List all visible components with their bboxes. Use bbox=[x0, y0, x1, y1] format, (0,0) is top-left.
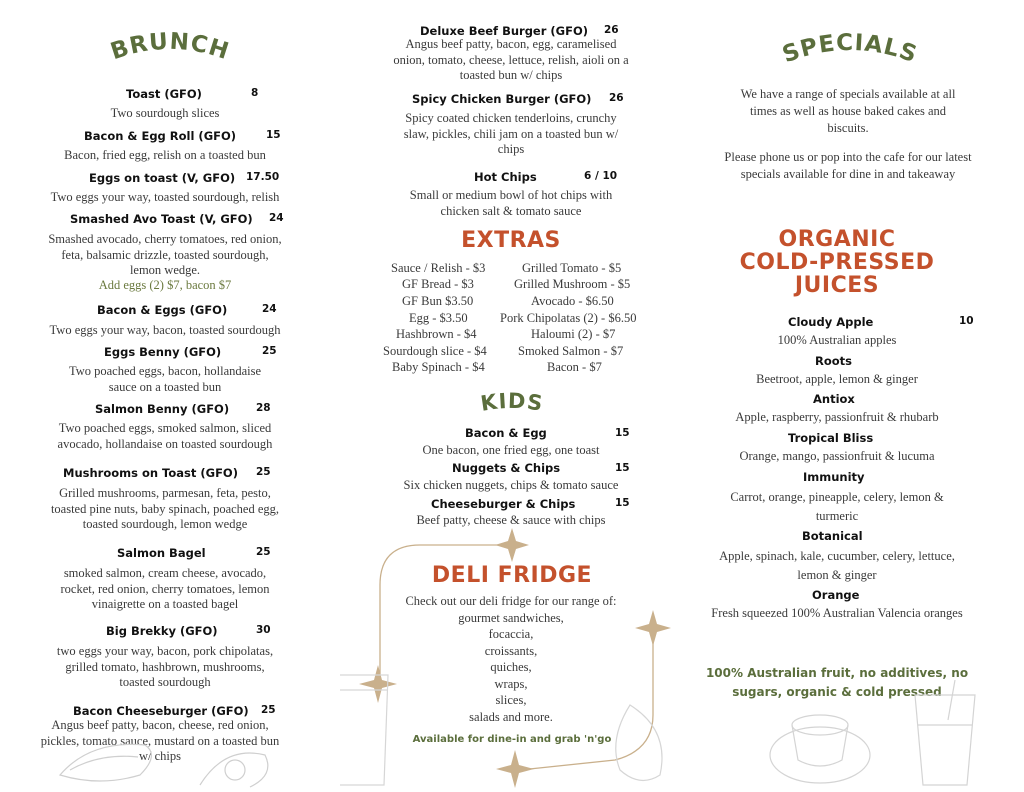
item-desc: Smashed avocado, cherry tomatoes, red onion, feta, balsamic drizzle, toasted sourdough, lemon wedge. bbox=[48, 232, 282, 277]
sandwich-sketch-icon bbox=[50, 725, 280, 790]
juice-desc: Apple, spinach, kale, cucumber, celery, lettuce, lemon & ginger bbox=[719, 549, 955, 582]
juice-desc: Beetroot, apple, lemon & ginger bbox=[756, 372, 918, 386]
item-name: Eggs on toast (V, GFO) bbox=[89, 171, 236, 185]
juice-name: Roots bbox=[815, 354, 852, 368]
deli-line: croissants, bbox=[484, 644, 538, 658]
item-price: 6 / 10 bbox=[584, 170, 618, 182]
extras-item: Hashbrown - $4 bbox=[396, 327, 477, 341]
item-desc: Bacon, fried egg, relish on a toasted bun bbox=[64, 148, 266, 162]
brunch-title bbox=[100, 28, 240, 68]
item-price: 30 bbox=[256, 624, 271, 636]
item-desc: Six chicken nuggets, chips & tomato sauce bbox=[403, 478, 619, 492]
item-desc: Angus beef patty, bacon, cheese, red onion, pickles, tomato sauce, mustard on a toasted bun w/ chips bbox=[40, 718, 280, 763]
juice-name: Antiox bbox=[813, 392, 855, 406]
extras-item: Haloumi (2) - $7 bbox=[531, 327, 616, 341]
extras-item: Bacon - $7 bbox=[547, 360, 602, 374]
sparkle-icon bbox=[359, 665, 397, 703]
item-desc: Two poached eggs, bacon, hollandaise sauce on a toasted bun bbox=[68, 364, 262, 394]
specials-text: We have a range of specials available at all times as well as house baked cakes and biscuits. bbox=[740, 87, 956, 135]
juices-title-line: JUICES bbox=[794, 273, 880, 298]
item-addon: Add eggs (2) $7, bacon $7 bbox=[98, 278, 232, 292]
item-price: 25 bbox=[256, 466, 271, 478]
extras-item: Grilled Mushroom - $5 bbox=[514, 277, 631, 291]
item-price: 26 bbox=[604, 24, 619, 36]
deli-line: quiches, bbox=[490, 660, 532, 674]
item-name: Cheeseburger & Chips bbox=[431, 497, 576, 511]
extras-item: GF Bread - $3 bbox=[402, 277, 474, 291]
juice-name: Immunity bbox=[803, 470, 865, 484]
juice-desc: Fresh squeezed 100% Australian Valencia oranges bbox=[711, 606, 963, 620]
svg-text:SPECIALS: SPECIALS bbox=[779, 29, 921, 69]
extras-item: Avocado - $6.50 bbox=[531, 294, 614, 308]
cups-sketch-icon bbox=[760, 680, 990, 790]
sparkle-icon bbox=[635, 610, 671, 646]
deli-line: gourmet sandwiches, bbox=[458, 611, 564, 625]
item-name: Big Brekky (GFO) bbox=[106, 624, 218, 638]
juice-desc: Orange, mango, passionfruit & lucuma bbox=[739, 449, 935, 463]
item-price: 15 bbox=[615, 427, 630, 439]
item-price: 15 bbox=[615, 497, 630, 509]
juice-desc: Carrot, orange, pineapple, celery, lemon & turmeric bbox=[730, 490, 944, 523]
item-name: Salmon Bagel bbox=[117, 546, 206, 560]
item-price: 24 bbox=[262, 303, 277, 315]
juice-name: Tropical Bliss bbox=[788, 431, 874, 445]
extras-item: Pork Chipolatas (2) - $6.50 bbox=[500, 311, 637, 325]
deli-note: Available for dine-in and grab 'n'go bbox=[412, 734, 612, 745]
extras-item: GF Bun $3.50 bbox=[402, 294, 474, 308]
item-price: 25 bbox=[261, 704, 276, 716]
item-name: Toast (GFO) bbox=[126, 87, 202, 101]
extras-item: Baby Spinach - $4 bbox=[392, 360, 485, 374]
item-desc: Spicy coated chicken tenderloins, crunchy slaw, pickles, chili jam on a toasted bun w/ chips bbox=[403, 111, 619, 156]
juice-desc: Apple, raspberry, passionfruit & rhubarb bbox=[735, 410, 939, 424]
item-name: Bacon Cheeseburger (GFO) bbox=[73, 704, 249, 718]
deli-title: DELI FRIDGE bbox=[431, 563, 593, 588]
juice-desc: 100% Australian apples bbox=[777, 333, 897, 347]
sparkle-icon bbox=[495, 528, 529, 562]
deli-intro: Check out our deli fridge for our range of: bbox=[405, 594, 617, 608]
juice-name: Botanical bbox=[802, 529, 863, 543]
extras-item: Sauce / Relish - $3 bbox=[391, 261, 486, 275]
item-price: 15 bbox=[266, 129, 281, 141]
item-desc: Beef patty, cheese & sauce with chips bbox=[416, 513, 606, 527]
item-desc: One bacon, one fried egg, one toast bbox=[422, 443, 600, 457]
juice-price: 10 bbox=[959, 315, 974, 327]
item-name: Smashed Avo Toast (V, GFO) bbox=[70, 212, 253, 226]
deli-line: focaccia, bbox=[488, 627, 534, 641]
item-name: Nuggets & Chips bbox=[452, 461, 561, 475]
juice-name: Cloudy Apple bbox=[788, 315, 874, 329]
svg-text:KIDS: KIDS bbox=[479, 388, 546, 416]
extras-item: Smoked Salmon - $7 bbox=[518, 344, 624, 358]
juice-name: Orange bbox=[812, 588, 860, 602]
item-name: Spicy Chicken Burger (GFO) bbox=[412, 92, 592, 106]
extras-item: Sourdough slice - $4 bbox=[383, 344, 487, 358]
item-desc: Angus beef patty, bacon, egg, caramelised onion, tomato, cheese, lettuce, relish, aioli on a toasted bun w/ chips bbox=[393, 37, 629, 82]
item-name: Hot Chips bbox=[474, 170, 537, 184]
item-price: 26 bbox=[609, 92, 624, 104]
deli-line: salads and more. bbox=[469, 710, 553, 724]
item-desc: two eggs your way, bacon, pork chipolatas, grilled tomato, hashbrown, mushrooms, toasted sourdough bbox=[56, 644, 274, 689]
deli-line: slices, bbox=[495, 693, 527, 707]
juices-note: 100% Australian fruit, no additives, no sugars, organic & cold pressed bbox=[705, 666, 969, 699]
item-desc: Small or medium bowl of hot chips with chicken salt & tomato sauce bbox=[409, 188, 613, 218]
item-price: 8 bbox=[251, 87, 259, 99]
svg-text:BRUNCH: BRUNCH bbox=[107, 28, 233, 66]
item-name: Bacon & Eggs (GFO) bbox=[97, 303, 228, 317]
kids-title bbox=[462, 386, 562, 420]
item-desc: smoked salmon, cream cheese, avocado, rocket, red onion, cherry tomatoes, lemon vinaigrette on a toasted bagel bbox=[60, 566, 270, 611]
specials-title bbox=[775, 28, 925, 70]
item-desc: Two sourdough slices bbox=[110, 106, 220, 120]
extras-title: EXTRAS bbox=[461, 228, 561, 253]
item-desc: Two poached eggs, smoked salmon, sliced avocado, hollandaise on toasted sourdough bbox=[57, 421, 273, 451]
sparkle-icon bbox=[496, 750, 534, 788]
extras-item: Egg - $3.50 bbox=[409, 311, 468, 325]
item-desc: Two eggs your way, bacon, toasted sourdough bbox=[49, 323, 281, 337]
item-name: Bacon & Egg bbox=[465, 426, 547, 440]
item-name: Deluxe Beef Burger (GFO) bbox=[420, 24, 588, 38]
item-desc: Grilled mushrooms, parmesan, feta, pesto, toasted pine nuts, baby spinach, poached egg, toasted sourdough, lemon wedge bbox=[50, 486, 280, 531]
item-price: 28 bbox=[256, 402, 271, 414]
deli-line: wraps, bbox=[494, 677, 528, 691]
item-price: 25 bbox=[262, 345, 277, 357]
item-name: Eggs Benny (GFO) bbox=[104, 345, 222, 359]
specials-text: Please phone us or pop into the cafe for our latest specials available for dine in and takeaway bbox=[724, 150, 972, 181]
item-name: Mushrooms on Toast (GFO) bbox=[63, 466, 238, 480]
item-price: 25 bbox=[256, 546, 271, 558]
item-price: 24 bbox=[269, 212, 284, 224]
item-desc: Two eggs your way, toasted sourdough, relish bbox=[50, 190, 280, 204]
juices-title-line: ORGANIC bbox=[778, 227, 896, 252]
juices-title-line: COLD-PRESSED bbox=[739, 250, 935, 275]
extras-item: Grilled Tomato - $5 bbox=[522, 261, 622, 275]
item-name: Salmon Benny (GFO) bbox=[95, 402, 230, 416]
item-price: 15 bbox=[615, 462, 630, 474]
item-name: Bacon & Egg Roll (GFO) bbox=[84, 129, 237, 143]
item-price: 17.50 bbox=[246, 171, 280, 183]
